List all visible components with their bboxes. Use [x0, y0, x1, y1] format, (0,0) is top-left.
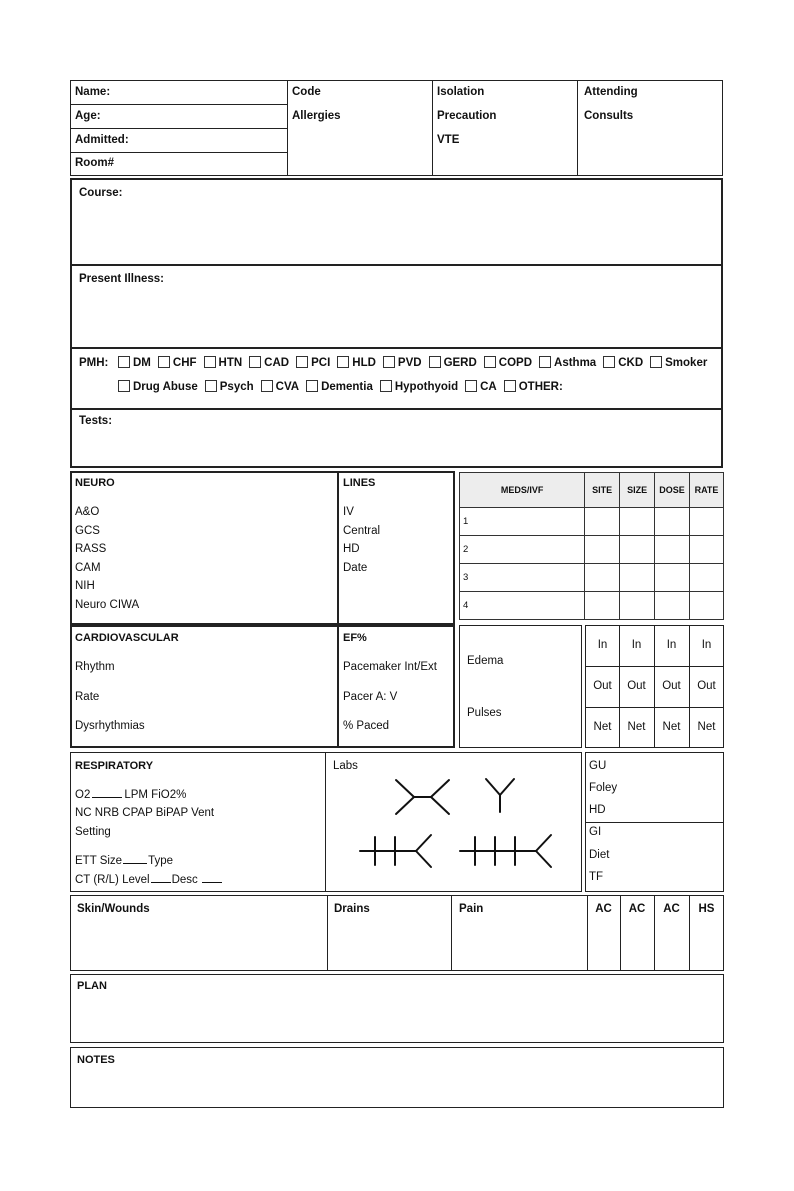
- plan-box[interactable]: [70, 974, 724, 1043]
- pmh-option-label: Drug Abuse: [133, 381, 198, 393]
- consults-field[interactable]: Consults: [584, 110, 634, 122]
- pmh-option-label: Smoker: [665, 357, 708, 369]
- pmh-option[interactable]: [254, 380, 299, 393]
- neuro-item[interactable]: NIH: [75, 580, 95, 592]
- edema-pulses-box: [459, 625, 582, 748]
- cardio-divider: [337, 625, 339, 748]
- meds-cell[interactable]: [655, 564, 690, 592]
- lpm-label: LPM FiO2%: [124, 789, 187, 801]
- neuro-title: NEURO: [75, 477, 115, 489]
- checkbox-icon[interactable]: [484, 356, 496, 368]
- header-divider: [432, 80, 433, 176]
- meds-cell[interactable]: [585, 536, 620, 564]
- lines-item[interactable]: Central: [343, 524, 381, 537]
- meds-cell[interactable]: [690, 592, 724, 620]
- pmh-option[interactable]: [197, 356, 243, 369]
- output-cell[interactable]: Out: [662, 680, 681, 692]
- header-row-line: [70, 128, 287, 129]
- checkbox-icon[interactable]: [429, 356, 441, 368]
- io-row-line: [585, 707, 724, 708]
- resp-title: RESPIRATORY: [75, 760, 154, 772]
- pmh-option[interactable]: [118, 380, 198, 393]
- time-ac-2[interactable]: AC: [628, 903, 646, 915]
- intake-cell[interactable]: In: [666, 639, 677, 651]
- pmh-option-label: CA: [480, 381, 497, 393]
- ett-size-blank[interactable]: [123, 863, 147, 864]
- allergies-field[interactable]: Allergies: [292, 110, 341, 122]
- net-cell[interactable]: Net: [627, 721, 646, 733]
- pmh-option[interactable]: [643, 356, 707, 369]
- pmh-option[interactable]: [118, 356, 151, 369]
- checkbox-icon[interactable]: [380, 380, 392, 392]
- output-cell[interactable]: Out: [627, 680, 646, 692]
- pmh-option[interactable]: [458, 380, 497, 393]
- paced-field[interactable]: % Paced: [343, 720, 390, 732]
- meds-row-number[interactable]: 1: [460, 508, 585, 536]
- checkbox-icon[interactable]: [118, 356, 130, 368]
- size-header: SIZE: [620, 473, 655, 508]
- header-divider: [577, 80, 578, 176]
- checkbox-icon[interactable]: [296, 356, 308, 368]
- checkbox-icon[interactable]: [650, 356, 662, 368]
- io-row-line: [585, 666, 724, 667]
- pmh-option-label: CAD: [264, 357, 290, 369]
- ett-line[interactable]: [75, 855, 173, 867]
- checkbox-icon[interactable]: [603, 356, 615, 368]
- pmh-option-label: COPD: [498, 357, 533, 369]
- desc-label: Desc: [171, 874, 198, 886]
- time-hs[interactable]: HS: [698, 903, 715, 915]
- intake-cell[interactable]: In: [631, 639, 642, 651]
- gu-field[interactable]: GU: [589, 760, 607, 772]
- pmh-option-label: CKD: [618, 357, 644, 369]
- neuro-item[interactable]: GCS: [75, 524, 100, 537]
- neuro-item[interactable]: Neuro CIWA: [75, 598, 140, 611]
- resp-modes[interactable]: NC NRB CPAP BiPAP Vent: [75, 807, 215, 819]
- cardio-title: CARDIOVASCULAR: [75, 632, 179, 644]
- checkbox-icon[interactable]: [205, 380, 217, 392]
- foley-field[interactable]: Foley: [589, 782, 618, 794]
- course-field[interactable]: Course:: [79, 187, 123, 199]
- time-ac-3[interactable]: AC: [663, 903, 680, 915]
- pmh-option-label: Dementia: [321, 381, 373, 393]
- intake-cell[interactable]: In: [701, 639, 712, 651]
- pmh-option-label: HTN: [218, 357, 243, 369]
- neuro-item[interactable]: CAM: [75, 561, 101, 574]
- meds-row-number[interactable]: 4: [460, 592, 585, 620]
- pmh-row-2: [118, 380, 563, 393]
- meds-cell[interactable]: [655, 508, 690, 536]
- pmh-option-label: Asthma: [554, 357, 597, 369]
- pulses-field[interactable]: Pulses: [467, 707, 502, 719]
- neuro-item[interactable]: RASS: [75, 543, 107, 555]
- meds-cell[interactable]: [620, 564, 655, 592]
- long-fishbone: [460, 835, 551, 867]
- attending-field[interactable]: Attending: [584, 86, 638, 98]
- net-cell[interactable]: Net: [662, 721, 681, 733]
- pmh-option[interactable]: [532, 356, 596, 369]
- neuro-divider: [337, 471, 339, 625]
- pmh-option-label: PVD: [397, 357, 422, 369]
- pmh-option[interactable]: [198, 380, 254, 393]
- header-row-line: [70, 104, 287, 105]
- header-divider: [287, 80, 288, 176]
- plan-title: PLAN: [77, 980, 107, 992]
- meds-cell[interactable]: [655, 592, 690, 620]
- lines-item[interactable]: Date: [343, 561, 368, 574]
- net-cell[interactable]: Net: [697, 721, 716, 733]
- cbc-fishbone: [396, 780, 449, 814]
- o2-label: O2: [75, 789, 91, 801]
- gu-gi-divider: [585, 822, 724, 823]
- ct-label: CT (R/L) Level: [75, 874, 150, 886]
- meds-row: [460, 592, 724, 620]
- pmh-option[interactable]: [330, 356, 376, 369]
- neuro-item[interactable]: A&O: [75, 506, 100, 518]
- checkbox-icon[interactable]: [465, 380, 477, 392]
- vte-field[interactable]: VTE: [437, 134, 460, 146]
- pmh-row-1: [118, 356, 707, 369]
- gi-field[interactable]: GI: [589, 826, 602, 838]
- isolation-field[interactable]: Isolation: [437, 86, 485, 98]
- pmh-label: PMH:: [79, 357, 109, 369]
- pacer-field[interactable]: Pacer A: V: [343, 691, 398, 703]
- rate-field[interactable]: Rate: [75, 691, 100, 703]
- o2-line[interactable]: [75, 789, 186, 801]
- checkbox-icon[interactable]: [249, 356, 261, 368]
- meds-cell[interactable]: [620, 536, 655, 564]
- checkbox-icon[interactable]: [539, 356, 551, 368]
- pmh-option-label: CVA: [275, 381, 300, 393]
- pmh-option[interactable]: [151, 356, 197, 369]
- meds-cell[interactable]: [585, 592, 620, 620]
- pmh-option-label: CHF: [172, 357, 197, 369]
- present-illness-field[interactable]: Present Illness:: [79, 273, 165, 285]
- lines-item[interactable]: HD: [343, 543, 360, 555]
- meds-cell[interactable]: [585, 564, 620, 592]
- o2-blank[interactable]: [92, 797, 122, 798]
- diet-field[interactable]: Diet: [589, 849, 610, 861]
- meds-cell[interactable]: [620, 592, 655, 620]
- section-line: [70, 264, 723, 266]
- skin-divider: [327, 895, 328, 971]
- meds-row: [460, 564, 724, 592]
- pmh-option-label: PCI: [311, 357, 331, 369]
- meds-row: [460, 508, 724, 536]
- pmh-option[interactable]: [376, 356, 422, 369]
- meds-header: MEDS/IVF: [460, 473, 585, 508]
- output-cell[interactable]: Out: [697, 680, 716, 692]
- y-diagram: [486, 779, 514, 812]
- tf-field[interactable]: TF: [589, 871, 604, 883]
- ct-line[interactable]: [75, 874, 222, 886]
- pacemaker-field[interactable]: Pacemaker Int/Ext: [343, 661, 437, 673]
- tests-field[interactable]: Tests:: [79, 415, 113, 427]
- section-line: [70, 408, 723, 410]
- intake-cell[interactable]: In: [597, 639, 608, 651]
- notes-title: NOTES: [77, 1054, 115, 1066]
- edema-field[interactable]: Edema: [467, 655, 504, 667]
- hd-field[interactable]: HD: [589, 804, 606, 816]
- pmh-option-label: HLD: [352, 357, 376, 369]
- pmh-option[interactable]: [373, 380, 458, 393]
- section-line: [70, 347, 723, 349]
- skin-wounds-field[interactable]: Skin/Wounds: [77, 903, 150, 915]
- meds-cell[interactable]: [690, 508, 724, 536]
- checkbox-icon[interactable]: [337, 356, 349, 368]
- lab-fishbone-diagrams[interactable]: [326, 753, 581, 891]
- drains-field[interactable]: Drains: [334, 903, 370, 915]
- checkbox-icon[interactable]: [158, 356, 170, 368]
- time-ac-1[interactable]: AC: [595, 903, 612, 915]
- checkbox-icon[interactable]: [204, 356, 216, 368]
- net-cell[interactable]: Net: [593, 721, 612, 733]
- output-cell[interactable]: Out: [593, 680, 612, 692]
- meds-row-number[interactable]: 2: [460, 536, 585, 564]
- dose-header: DOSE: [655, 473, 690, 508]
- meds-cell[interactable]: [620, 508, 655, 536]
- meds-cell[interactable]: [690, 564, 724, 592]
- pmh-option-label: DM: [133, 357, 151, 369]
- pmh-option[interactable]: [477, 356, 532, 369]
- code-field[interactable]: Code: [292, 86, 321, 98]
- type-label: Type: [148, 855, 174, 867]
- labs-title: Labs: [333, 760, 358, 772]
- pmh-option[interactable]: [289, 356, 330, 369]
- lines-item[interactable]: IV: [343, 506, 354, 518]
- ef-field[interactable]: EF%: [343, 632, 367, 644]
- ct-level-blank[interactable]: [151, 882, 171, 883]
- room-field[interactable]: Room#: [75, 157, 114, 169]
- meds-cell[interactable]: [585, 508, 620, 536]
- admitted-field[interactable]: Admitted:: [75, 134, 129, 146]
- meds-row: [460, 536, 724, 564]
- pmh-option-label: GERD: [443, 357, 477, 369]
- short-fishbone: [360, 835, 431, 867]
- pmh-option-label: Hypothyoid: [394, 381, 459, 393]
- skin-divider: [451, 895, 452, 971]
- pmh-option-label: OTHER:: [518, 381, 563, 393]
- precaution-field[interactable]: Precaution: [437, 110, 497, 122]
- notes-box[interactable]: [70, 1047, 724, 1108]
- pmh-option[interactable]: [422, 356, 477, 369]
- pmh-option-label: Psych: [219, 381, 254, 393]
- lines-title: LINES: [343, 477, 376, 489]
- history-box: [70, 178, 723, 468]
- checkbox-icon[interactable]: [504, 380, 516, 392]
- checkbox-icon[interactable]: [306, 380, 318, 392]
- meds-cell[interactable]: [690, 536, 724, 564]
- desc-blank[interactable]: [202, 882, 222, 883]
- meds-cell[interactable]: [655, 536, 690, 564]
- rate-header: RATE: [690, 473, 724, 508]
- setting-field[interactable]: Setting: [75, 826, 111, 838]
- header-row-line: [70, 152, 287, 153]
- site-header: SITE: [585, 473, 620, 508]
- name-field[interactable]: Name:: [75, 86, 111, 98]
- checkbox-icon[interactable]: [118, 380, 130, 392]
- ett-size-label: ETT Size: [75, 855, 123, 867]
- meds-table: [459, 472, 724, 620]
- meds-row-number[interactable]: 3: [460, 564, 585, 592]
- rhythm-field[interactable]: Rhythm: [75, 661, 115, 673]
- checkbox-icon[interactable]: [383, 356, 395, 368]
- checkbox-icon[interactable]: [261, 380, 273, 392]
- pmh-option[interactable]: [596, 356, 643, 369]
- pain-field[interactable]: Pain: [459, 903, 484, 915]
- pmh-option[interactable]: [299, 380, 373, 393]
- pmh-option[interactable]: [497, 380, 563, 393]
- age-field[interactable]: Age:: [75, 110, 101, 122]
- pmh-option[interactable]: [242, 356, 289, 369]
- dysrhythmias-field[interactable]: Dysrhythmias: [75, 720, 145, 732]
